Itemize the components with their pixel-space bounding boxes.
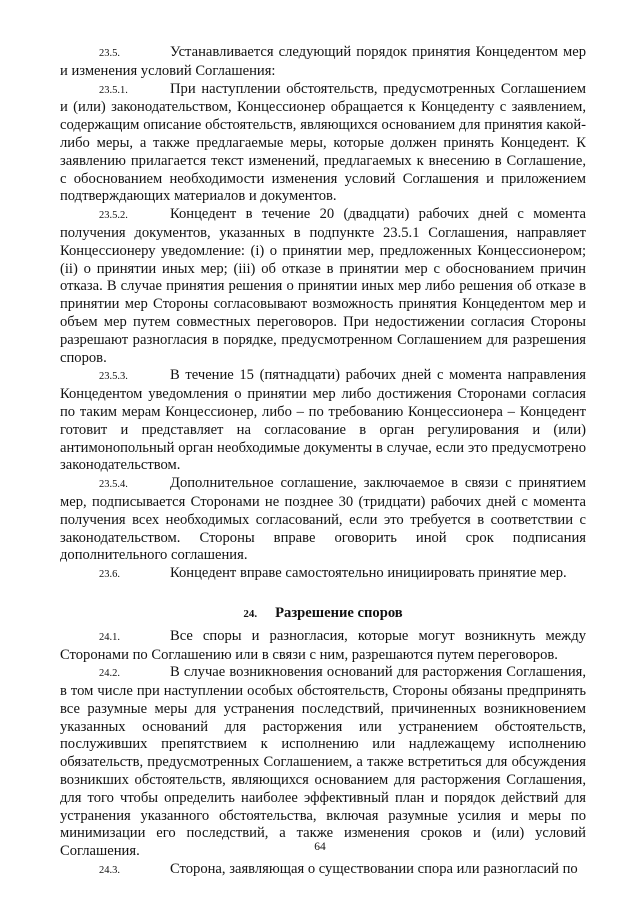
- clause-paragraph: [60, 628, 586, 665]
- clause-number: 23.5.1.: [99, 84, 128, 96]
- clause-number: 24.1.: [99, 631, 120, 643]
- clause-text: При наступлении обстоятельств, предусмотренных Соглашением и (или) законодательством, Концессионер обращается к Концеденту с заявлением, содержащим описание обстоятельств, являющихся основанием для принятия какой-либо меры, а также предлагаемые меры, которые должен принять Концедент. К заявлению прилагается текст изменений, предлагаемых к внесению в Соглашение, с обоснованием необходимости изменения условий Соглашения и приложением подтверждающих материалов и документов.: [60, 80, 586, 205]
- clause-text: Устанавливается следующий порядок принятия Концедентом мер и изменения условий Соглашения:: [60, 44, 586, 79]
- clause-number: 23.5.3.: [99, 371, 128, 383]
- clause-paragraph: [60, 861, 586, 880]
- clause-number: 24.2.: [99, 668, 120, 680]
- clause-text: В течение 15 (пятнадцати) рабочих дней с момента направления Концедентом уведомления о принятии мер либо достижения Сторонами согласия по таким мерам Концессионер, либо – по требованию Концессионера – Концедент готовит и представляет на согласование в орган регулирования и (или) антимонопольный орган необходимые документы в случае, если это предусмотрено законодательством.: [60, 367, 586, 474]
- clause-number: 24.3.: [99, 865, 120, 877]
- clause-paragraph: [60, 206, 586, 367]
- clause-paragraph: [60, 664, 586, 861]
- section-number: 24.: [243, 607, 258, 620]
- clause-number: 23.6.: [99, 569, 120, 581]
- clause-text: Концедент в течение 20 (двадцати) рабочих дней с момента получения документов, указанных в подпункте 23.5.1 Соглашения, направляет Концессионеру уведомление: (i) о принятии мер, предложенных Концессионером; (ii) о принятии иных мер; (iii) об отказе в принятии мер с обоснованием причин отказа. В случае принятия решения о принятии иных мер либо решения об отказе в принятии мер Стороны согласовывают возможность принятия Концедентом мер и объем мер путем совместных переговоров. При недостижении согласия Стороны разрешают разногласия в порядке, предусмотренном Соглашением для разрешения споров.: [60, 206, 586, 366]
- clause-paragraph: [60, 44, 586, 81]
- clause-number: 23.5.4.: [99, 479, 128, 491]
- clause-text: Все споры и разногласия, которые могут возникнуть между Сторонами по Соглашению или в связи с ним, разрешаются путем переговоров.: [60, 627, 586, 663]
- clause-text: Концедент вправе самостоятельно инициировать принятие мер.: [170, 565, 567, 582]
- document-page: [60, 44, 586, 880]
- clause-number: 23.5.: [99, 48, 120, 59]
- page-number: 64: [314, 841, 326, 853]
- section-heading: [60, 605, 586, 624]
- clause-paragraph: [60, 475, 586, 565]
- clause-paragraph: [60, 565, 586, 584]
- clause-number: 23.5.2.: [99, 210, 128, 222]
- section-23-paragraphs: [60, 44, 586, 584]
- clause-text: Сторона, заявляющая о существовании спора или разногласий по: [170, 861, 578, 878]
- clause-paragraph: [60, 367, 586, 475]
- clause-text: Дополнительное соглашение, заключаемое в связи с принятием мер, подписывается Сторонами не позднее 30 (тридцати) рабочих дней с момента получения всех необходимых согласований, если это требуется в соответствии с законодательством. Стороны вправе оговорить иной срок подписания дополнительного соглашения.: [60, 475, 586, 564]
- clause-paragraph: [60, 81, 586, 207]
- section-title: Разрешение споров: [275, 604, 403, 621]
- clause-text: В случае возникновения оснований для расторжения Соглашения, в том числе при наступлении особых обстоятельств, Стороны обязаны предпринять все разумные меры для устранения последствий, причиненных возникновением указанных оснований для расторжения или устранением обстоятельств, послуживших препятствием к исполнению или надлежащему исполнению обязательств, предусмотренных Соглашением, а также встретиться для обсуждения возникших обстоятельств, являющихся основанием для расторжения Соглашения, для того чтобы определить наиболее эффективный план и порядок действий для устранения указанного обстоятельства, включая разумные усилия и меры по минимизации его последствий, а также изменения сроков и (или) условий Соглашения.: [60, 664, 586, 860]
